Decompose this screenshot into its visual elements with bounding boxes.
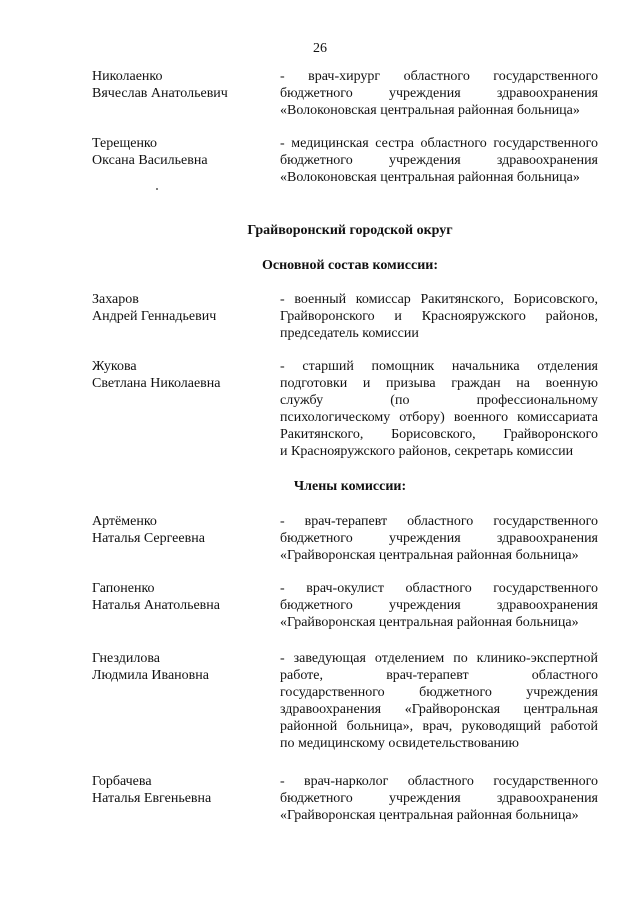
surname: Горбачева bbox=[92, 774, 152, 789]
person-name bbox=[92, 135, 272, 169]
position-description bbox=[280, 580, 598, 631]
description-line: подготовки и призыва граждан на военную bbox=[280, 376, 598, 391]
given-names: Наталья Анатольевна bbox=[92, 598, 221, 613]
description-line: работе, врач-терапевт областного bbox=[280, 668, 598, 683]
surname: Артёменко bbox=[92, 514, 157, 529]
surname: Гапоненко bbox=[92, 581, 155, 596]
description-line: - врач-окулист областного государственного bbox=[280, 581, 598, 596]
description-line: бюджетного учреждения здравоохранения bbox=[280, 791, 598, 806]
description-line: «Волоконовская центральная районная больница» bbox=[280, 170, 580, 185]
description-line: «Грайворонская центральная районная больница» bbox=[280, 808, 579, 823]
given-names: Наталья Сергеевна bbox=[92, 531, 205, 546]
surname: Гнездилова bbox=[92, 651, 160, 666]
person-name bbox=[92, 580, 272, 614]
given-names: Наталья Евгеньевна bbox=[92, 791, 212, 806]
description-line: Ракитянского, Борисовского, Грайворонского bbox=[280, 427, 598, 442]
surname: Жукова bbox=[92, 359, 137, 374]
description-line: бюджетного учреждения здравоохранения bbox=[280, 153, 598, 168]
given-names: Оксана Васильевна bbox=[92, 153, 208, 168]
given-names: Светлана Николаевна bbox=[92, 376, 221, 391]
description-line: бюджетного учреждения здравоохранения bbox=[280, 86, 598, 101]
position-description bbox=[280, 650, 598, 752]
description-line: бюджетного учреждения здравоохранения bbox=[280, 598, 598, 613]
description-line: «Грайворонская центральная районная больница» bbox=[280, 615, 579, 630]
description-line: психологическому отбору) военного комиссариата bbox=[280, 410, 598, 425]
description-line: - медицинская сестра областного государственного bbox=[280, 136, 598, 151]
description-line: «Волоконовская центральная районная больница» bbox=[280, 103, 580, 118]
description-line: по медицинскому освидетельствованию bbox=[280, 736, 520, 751]
description-line: и Краснояружского районов, секретарь комиссии bbox=[280, 444, 574, 459]
description-line: - заведующая отделением по клинико-экспертной bbox=[280, 651, 598, 666]
description-line: районной больница», врач, руководящий работой bbox=[280, 719, 598, 734]
position-description bbox=[280, 773, 598, 824]
page-number: 26 bbox=[313, 41, 327, 56]
main-composition-heading: Основной состав комиссии: bbox=[262, 258, 438, 273]
given-names: Андрей Геннадьевич bbox=[92, 309, 217, 324]
scan-speck bbox=[156, 188, 158, 190]
surname: Терещенко bbox=[92, 136, 158, 151]
given-names: Людмила Ивановна bbox=[92, 668, 209, 683]
position-description bbox=[280, 135, 598, 186]
district-heading: Грайворонский городской округ bbox=[247, 223, 453, 238]
description-line: - военный комиссар Ракитянского, Борисовского, bbox=[280, 292, 598, 307]
given-names: Вячеслав Анатольевич bbox=[92, 86, 228, 101]
position-description bbox=[280, 291, 598, 342]
person-name bbox=[92, 513, 272, 547]
description-line: «Грайворонская центральная районная больница» bbox=[280, 548, 579, 563]
surname: Захаров bbox=[92, 292, 139, 307]
position-description bbox=[280, 68, 598, 119]
person-name bbox=[92, 68, 272, 102]
person-name bbox=[92, 358, 272, 392]
description-line: Грайворонского и Краснояружского районов, bbox=[280, 309, 598, 324]
description-line: службу (по профессиональному bbox=[280, 393, 598, 408]
description-line: бюджетного учреждения здравоохранения bbox=[280, 531, 598, 546]
description-line: - старший помощник начальника отделения bbox=[280, 359, 598, 374]
description-line: - врач-хирург областного государственного bbox=[280, 69, 598, 84]
description-line: председатель комиссии bbox=[280, 326, 419, 341]
description-line: - врач-нарколог областного государственного bbox=[280, 774, 598, 789]
description-line: здравоохранения «Грайворонская центральная bbox=[280, 702, 598, 717]
position-description bbox=[280, 513, 598, 564]
surname: Николаенко bbox=[92, 69, 163, 84]
person-name bbox=[92, 291, 272, 325]
members-heading: Члены комиссии: bbox=[293, 479, 407, 494]
position-description bbox=[280, 358, 598, 460]
person-name bbox=[92, 650, 272, 684]
description-line: - врач-терапевт областного государственного bbox=[280, 514, 598, 529]
person-name bbox=[92, 773, 272, 807]
description-line: государственного бюджетного учреждения bbox=[280, 685, 598, 700]
